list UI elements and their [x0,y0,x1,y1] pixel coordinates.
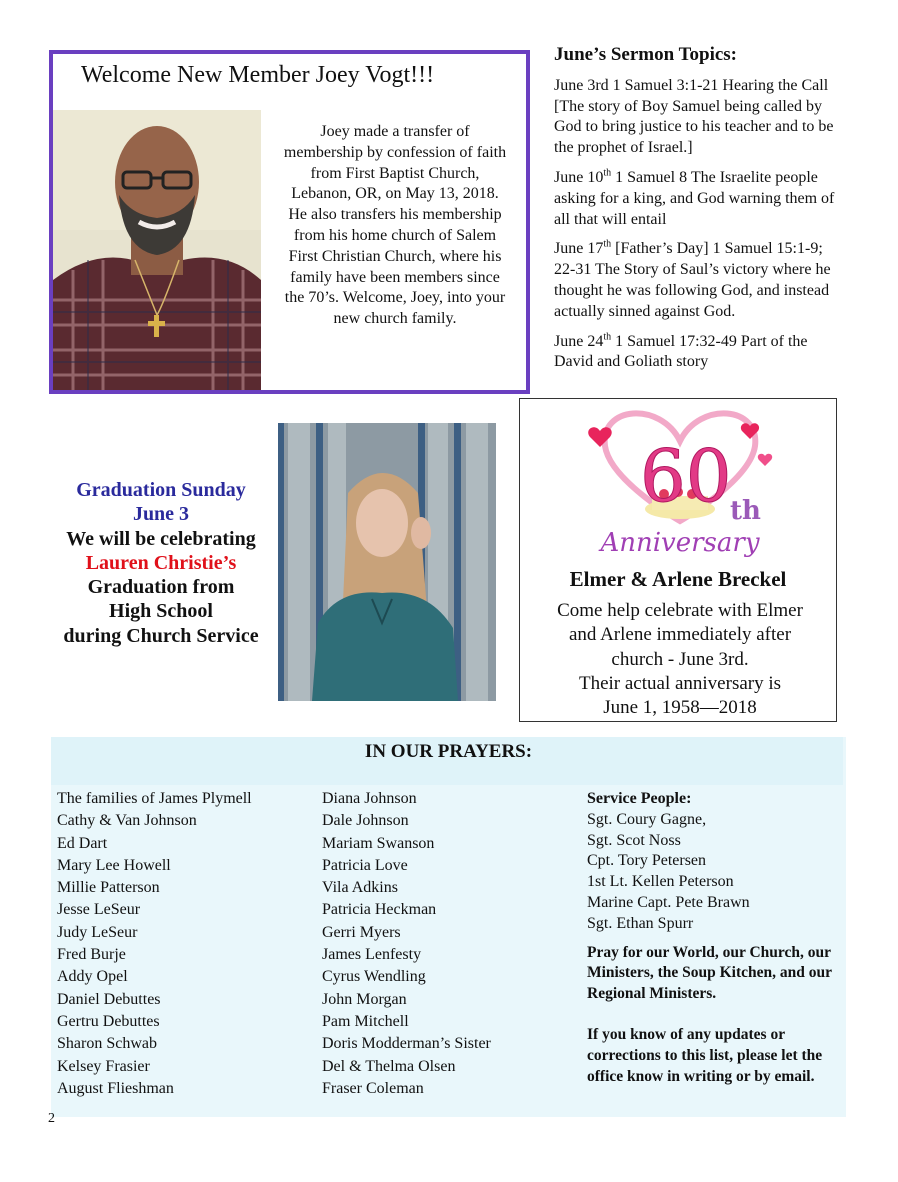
welcome-paragraph: Joey made a transfer of membership by confession of faith from First Baptist Church, Lebanon, OR, on May 13, 2018. [283,123,507,203]
anniversary-line: Their actual anniversary is [578,672,782,694]
prayer-name: Diana Johnson [322,790,417,807]
service-person: 1st Lt. Kellen Peterson [587,873,734,891]
member-photo [53,110,261,390]
pray-note: Pray for our World, our Church, our Ministers, the Soup Kitchen, and our Regional Ministers. [587,943,832,1003]
sermon-item [554,168,846,230]
service-person: Cpt. Tory Petersen [587,852,707,870]
sermon-date-suffix: th [603,167,612,179]
anniversary-line: Come help celebrate with Elmer [557,600,803,621]
anniversary-names: Elmer & Arlene Breckel [569,567,787,591]
sermon-date-suffix: th [603,239,612,251]
prayer-list-column-3 [587,789,845,1087]
graduation-announcement [52,478,270,648]
prayer-name: Addy Opel [57,968,128,986]
graduate-photo [278,423,496,701]
welcome-title: Welcome New Member Joey Vogt!!! [81,62,435,88]
prayer-list-column-1 [57,788,252,1100]
prayer-name: The families of James Plymell [57,790,252,807]
graduation-date: June 3 [132,503,190,526]
prayer-name: Cyrus Wendling [322,968,426,986]
sermon-text: 1 Samuel 8 The Israelite people asking for a king, and God warning them of all that will entail [554,168,835,228]
prayer-name: Cathy & Van Johnson [57,812,197,830]
update-note: If you know of any updates or corrections to this list, please let the office know in writing or by email. [587,1025,823,1085]
prayer-name: Patricia Heckman [322,901,437,919]
service-person: Sgt. Coury Gagne, [587,810,707,828]
sermon-topics-title: June’s Sermon Topics: [554,44,737,65]
anniversary-box [519,398,837,722]
sermon-item [554,332,846,374]
anniversary-text [530,599,830,720]
page-number: 2 [48,1111,55,1126]
prayer-name: Sharon Schwab [57,1035,157,1053]
anniversary-line: June 1, 1958—2018 [603,697,757,719]
graduate-name: Lauren Christie’s [85,551,237,574]
service-person: Sgt. Ethan Spurr [587,914,694,932]
prayer-name: Judy LeSeur [57,923,138,941]
prayer-name: Del & Thelma Olsen [322,1057,456,1075]
prayer-name: Mariam Swanson [322,834,435,852]
prayer-list-column-2 [322,788,491,1100]
prayer-name: Fred Burje [57,946,126,964]
prayer-name: August Flieshman [57,1079,174,1097]
service-person: Marine Capt. Pete Brawn [587,893,750,911]
sermon-item [554,239,846,322]
sermon-text: [Father’s Day] 1 Samuel 15:1-9; 22-31 The Story of Saul’s victory where he thought he was following God, and instead actually sinned against God. [554,240,831,320]
prayer-name: Mary Lee Howell [57,856,171,874]
prayer-name: James Lenfesty [322,946,422,964]
prayer-name: Dale Johnson [322,812,409,830]
service-people-heading: Service People: [587,790,692,807]
anniversary-line: and Arlene immediately after [568,624,792,646]
prayer-name: Jesse LeSeur [57,901,141,919]
service-person: Sgt. Scot Noss [587,831,681,849]
graduation-line: We will be celebrating [66,527,256,550]
welcome-text [279,122,511,330]
sermon-date: June 17 [554,240,604,258]
anniversary-word: Anniversary [600,528,760,558]
welcome-paragraph: He also transfers his membership from his home church of Salem First Christian Church, where his family have been members since the 70’s. Welcome, Joey, into your new church family. [284,206,506,328]
prayer-name: Fraser Coleman [322,1079,424,1097]
prayer-name: Daniel Debuttes [57,990,161,1008]
sermon-topics [554,45,846,382]
prayer-name: Millie Patterson [57,879,160,897]
heart-icon [588,427,611,447]
graduation-line: during Church Service [63,624,259,647]
sermon-date: June 3rd [554,76,609,94]
sermon-text: 1 Samuel 3:1-21 Hearing the Call [The story of Boy Samuel being called by God to bring justice to his teacher and to be the prophet of Israel.] [554,76,834,157]
sermon-date-suffix: th [603,331,612,343]
prayers-title: IN OUR PRAYERS: [364,741,533,762]
anniversary-number: 60 [640,434,732,518]
sermon-date: June 24 [554,332,604,350]
welcome-box [49,50,530,394]
sermon-date: June 10 [554,168,604,186]
prayer-name: John Morgan [322,990,407,1008]
prayer-name: Gerri Myers [322,923,401,941]
prayer-name: Kelsey Frasier [57,1057,150,1075]
prayers-section [51,737,846,1117]
prayer-name: Vila Adkins [322,879,398,897]
graduation-line: High School [109,600,213,623]
heart-icon [758,454,772,466]
sermon-text: 1 Samuel 17:32-49 Part of the David and Goliath story [554,332,808,371]
prayer-name: Ed Dart [57,834,108,852]
sermon-item [554,76,846,159]
anniversary-graphic [580,401,780,561]
graduation-title: Graduation Sunday [76,479,246,501]
prayer-name: Gertru Debuttes [57,1012,160,1030]
anniversary-line: church - June 3rd. [611,648,749,670]
prayer-name: Patricia Love [322,856,408,874]
prayer-name: Doris Modderman’s Sister [322,1035,491,1053]
prayer-name: Pam Mitchell [322,1012,409,1030]
graduation-line: Graduation from [87,576,235,599]
anniversary-suffix: th [730,496,761,526]
